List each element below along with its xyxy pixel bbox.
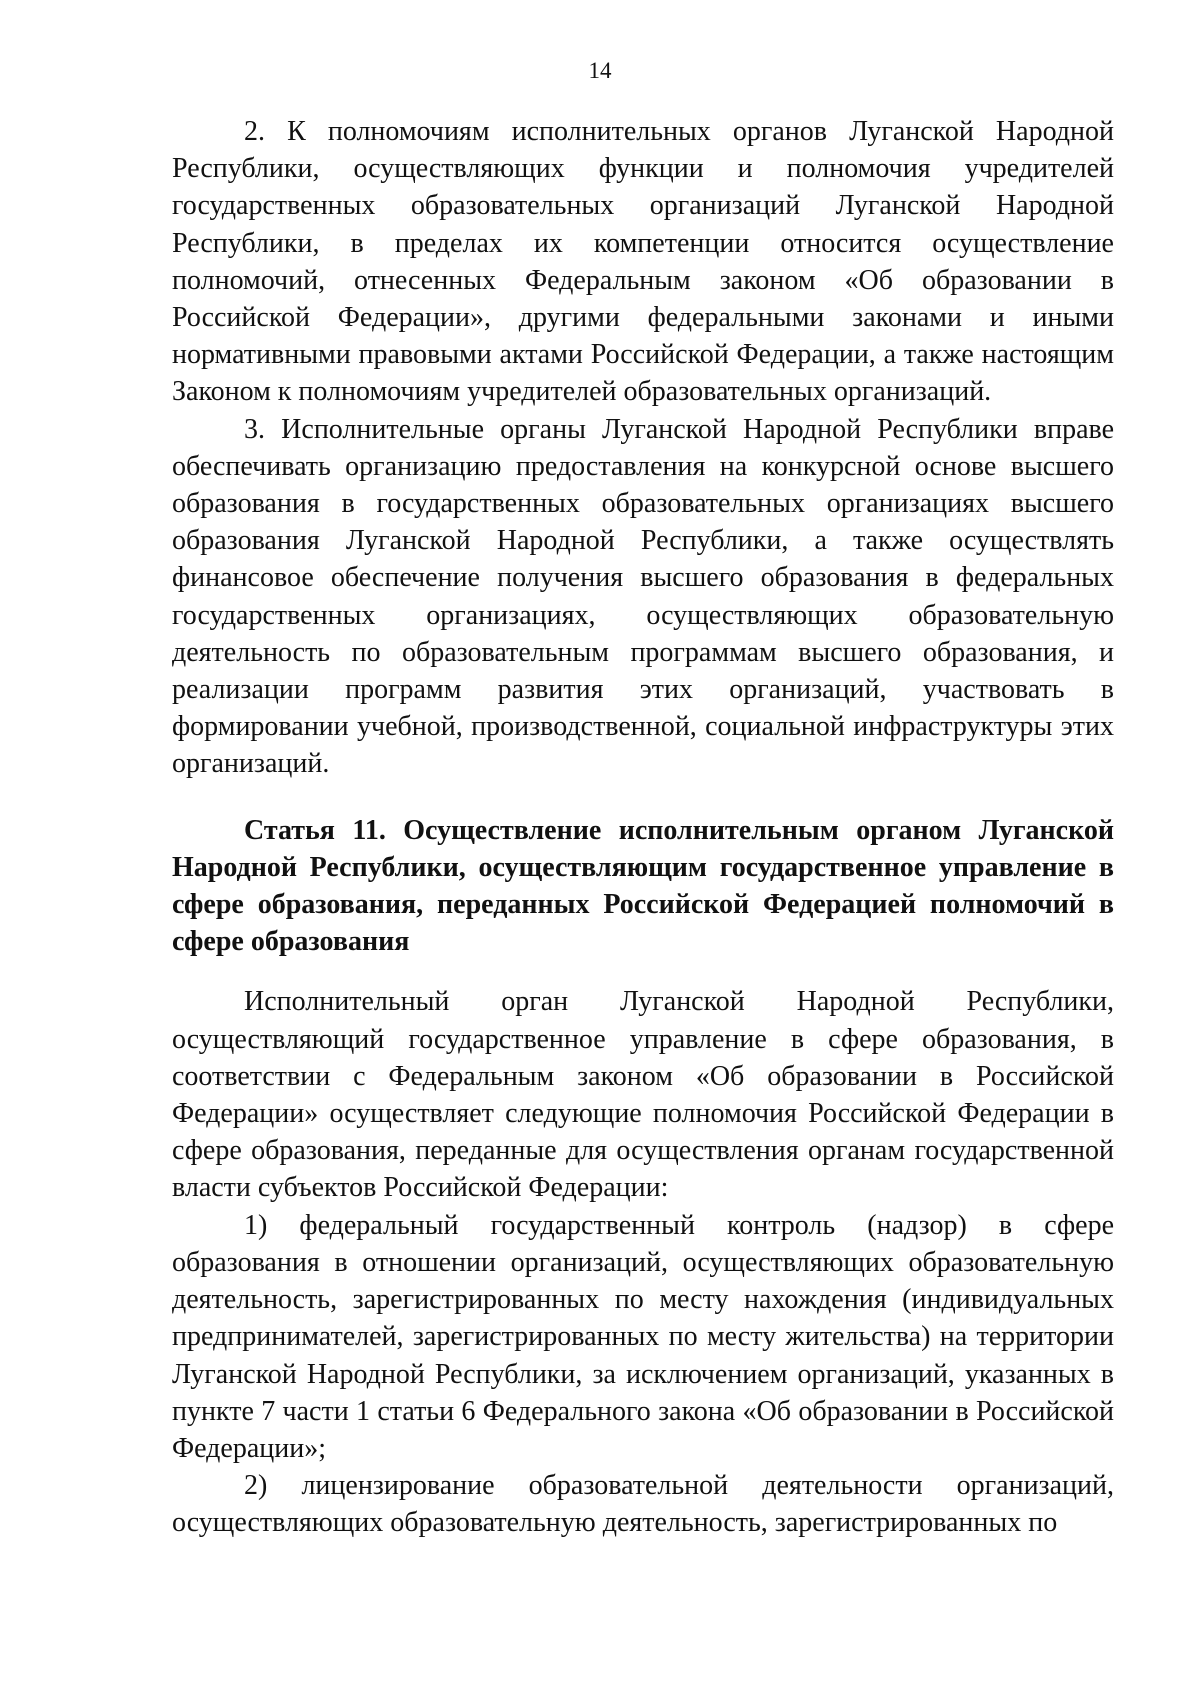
page-number: 14 [588,58,612,83]
article-11-intro: Исполнительный орган Луганской Народной Республики, осуществляющий государственное управление в сфере образования, в соответствии с Федеральным законом «Об образовании в Российской Федерации» осуществляет следующие полномочия Российской Федерации в сфере образования, переданные для осуществления органам государственной власти субъектов Российской Федерации: [172,986,1114,1204]
document-body [172,113,1114,1542]
paragraph-2: 2. К полномочиям исполнительных органов Луганской Народной Республики, осуществляющих функции и полномочия учредителей государственных образовательных организаций Луганской Народной Республики, в пределах их компетенции относится осуществление полномочий, отнесенных Федеральным законом «Об образовании в Российской Федерации», другими федеральными законами и иными нормативными правовыми актами Российской Федерации, а также настоящим Законом к полномочиям учредителей образовательных организаций. [172,116,1114,408]
article-11-item-1: 1) федеральный государственный контроль (надзор) в сфере образования в отношении организаций, осуществляющих образовательную деятельность, зарегистрированных по месту нахождения (индивидуальных предпринимателей, зарегистрированных по месту жительства) на территории Луганской Народной Республики, за исключением организаций, указанных в пункте 7 части 1 статьи 6 Федерального закона «Об образовании в Российской Федерации»; [172,1209,1114,1464]
paragraph-3: 3. Исполнительные органы Луганской Народной Республики вправе обеспечивать организацию предоставления на конкурсной основе высшего образования в государственных образовательных организациях высшего образования Луганской Народной Республики, а также осуществлять финансовое обеспечение получения высшего образования в федеральных государственных организациях, осуществляющих образовательную деятельность по образовательным программам высшего образования, и реализации программ развития этих организаций, участвовать в формировании учебной, производственной, социальной инфраструктуры этих организаций. [172,413,1114,780]
article-11-heading: Статья 11. Осуществление исполнительным органом Луганской Народной Республики, осуществляющим государственное управление в сфере образования, переданных Российской Федерацией полномочий в сфере образования [172,814,1114,958]
article-11-item-2: 2) лицензирование образовательной деятельности организаций, осуществляющих образовательную деятельность, зарегистрированных по [172,1470,1114,1539]
